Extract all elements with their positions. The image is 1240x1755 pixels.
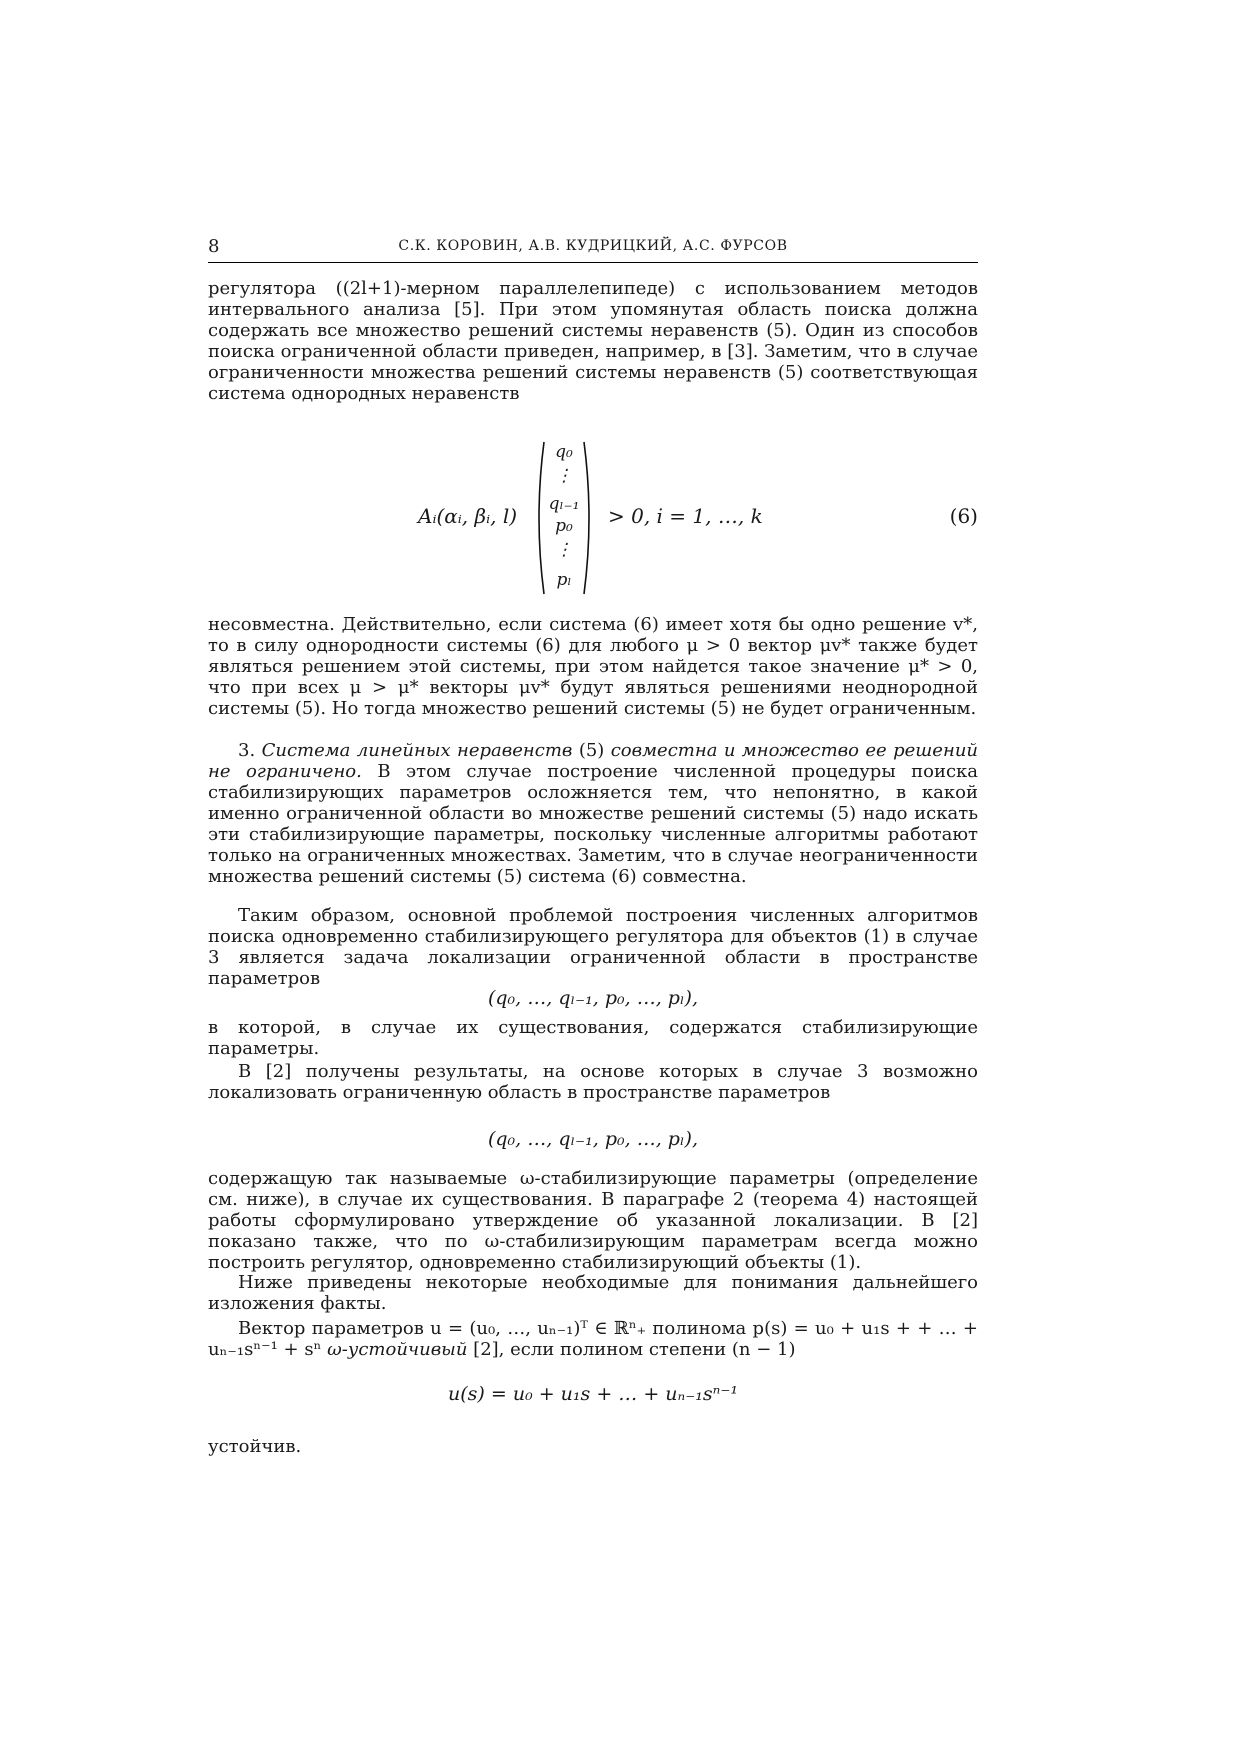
vector-entry-dots-1: ⋮ <box>555 466 573 486</box>
item-number: 3. <box>238 740 256 761</box>
paragraph-4: Таким образом, основной проблемой построения численных алгоритмов поиска одновременно стабилизирующего регулятора для объектов (1) в случае 3 является задача локализации ограниченной области в пространстве параметров <box>208 905 978 989</box>
definition-text-a: Вектор параметров u = (u₀, …, uₙ₋₁)ᵀ ∈ ℝⁿ₊ полинома p(s) = u₀ + u₁s + + … + uₙ₋₁sⁿ⁻¹ + sⁿ <box>208 1318 978 1360</box>
item-title-italic-b: совместна и множество ее решений не ограничено. <box>208 740 979 782</box>
item-body: В этом случае построение численной процедуры поиска стабилизирующих параметров осложняется тем, что непонятно, в какой именно ограниченной области во множестве решений системы (5) надо искать эти стабилизирующие параметры, поскольку численные алгоритмы работают только на ограниченных множествах. Заметим, что в случае неограниченности множества решений системы (5) система (6) совместна. <box>208 761 978 887</box>
paragraph-2: несовместна. Действительно, если система (6) имеет хотя бы одно решение v*, то в силу однородности системы (6) для любого μ > 0 вектор μv* также будет являться решением этой системы, при этом найдется такое значение μ* > 0, что при всех μ > μ* векторы μv* будут являться решениями неоднородной системы (5). Но тогда множество решений системы (5) не будет ограниченным. <box>208 614 978 719</box>
equation-6-number: (6) <box>949 504 978 528</box>
paragraph-6: В [2] получены результаты, на основе которых в случае 3 возможно локализовать ограниченную область в пространстве параметров <box>208 1061 978 1103</box>
paragraph-3 <box>208 740 978 887</box>
paragraph-7: содержащую так называемые ω-стабилизирующие параметры (определение см. ниже), в случае их существования. В параграфе 2 (теорема 4) настоящей работы сформулировано утверждение об указанной локализации. В [2] показано также, что по ω-стабилизирующим параметрам всегда можно построить регулятор, одновременно стабилизирующий объекты (1). <box>208 1168 978 1273</box>
paragraph-9 <box>208 1318 978 1360</box>
vector-entry-pl: pₗ <box>556 570 572 590</box>
equation-6-lhs: Aᵢ(αᵢ, βᵢ, l) <box>418 504 518 528</box>
equation-6 <box>208 438 978 598</box>
header-rule <box>208 262 978 263</box>
params-tuple-1: (q₀, …, qₗ₋₁, p₀, …, pₗ), <box>487 987 698 1009</box>
definition-term: ω-устойчивый <box>327 1339 468 1360</box>
params-tuple-2: (q₀, …, qₗ₋₁, p₀, …, pₗ), <box>487 1128 698 1150</box>
vector-entry-p0: p₀ <box>555 516 573 536</box>
definition-text-b: [2], если полином степени (n − 1) <box>473 1339 796 1360</box>
item-title-italic-a: Система линейных неравенств <box>261 740 573 761</box>
page-header <box>208 236 978 264</box>
paragraph-1: регулятора ((2l+1)-мерном параллелепипеде) с использованием методов интервального анализа [5]. При этом упомянутая область поиска должна содержать все множество решений системы неравенств (5). Один из способов поиска ограниченной области приведен, например, в [3]. Заметим, что в случае ограниченности множества решений системы неравенств (5) соответствующая система однородных неравенств <box>208 278 978 404</box>
equation-6-vector <box>532 438 596 598</box>
vector-entry-ql-1: qₗ₋₁ <box>548 494 580 514</box>
equation-6-rhs: > 0, i = 1, …, k <box>608 504 763 528</box>
vector-entry-dots-2: ⋮ <box>555 540 573 560</box>
page-number: 8 <box>208 236 220 257</box>
item-title-ref: (5) <box>578 740 605 761</box>
paragraph-5: в которой, в случае их существования, содержатся стабилизирующие параметры. <box>208 1017 978 1059</box>
running-title: С.К. КОРОВИН, А.В. КУДРИЦКИЙ, А.С. ФУРСОВ <box>398 238 788 254</box>
paragraph-8: Ниже приведены некоторые необходимые для понимания дальнейшего изложения факты. <box>208 1272 978 1314</box>
polynomial-u: u(s) = u₀ + u₁s + … + uₙ₋₁sⁿ⁻¹ <box>448 1383 738 1405</box>
paragraph-10: устойчив. <box>208 1436 302 1457</box>
vector-entry-q0: q₀ <box>555 442 573 462</box>
